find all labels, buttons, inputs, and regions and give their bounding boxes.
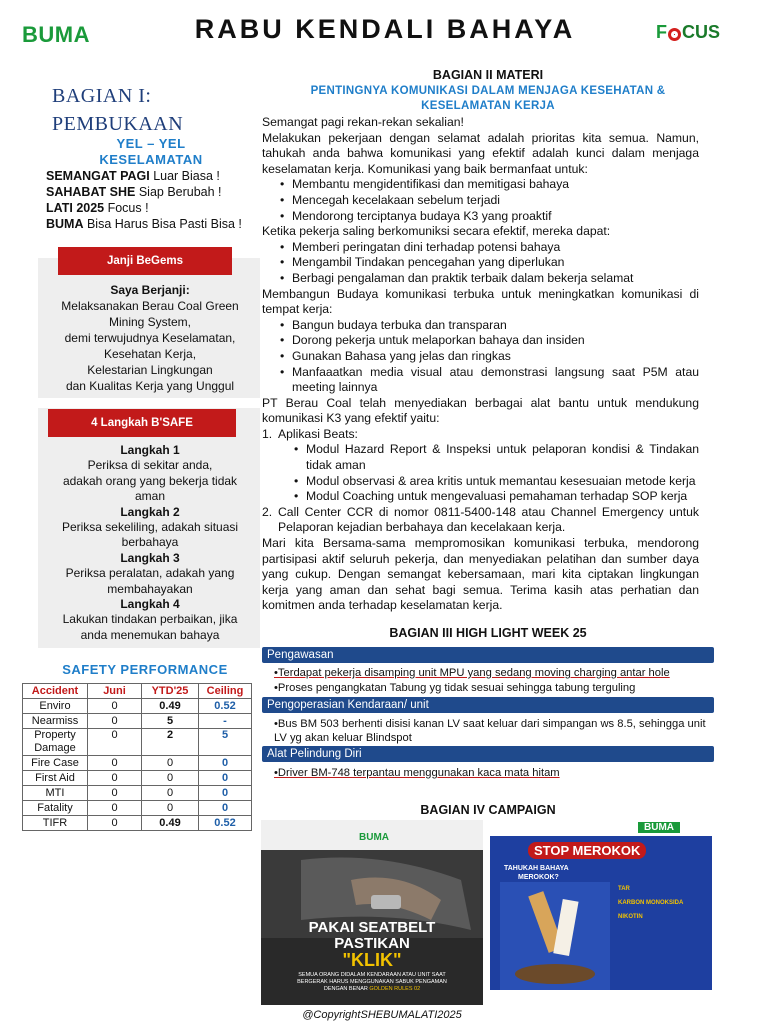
item-number: 2. — [262, 504, 273, 519]
table-cell: 0 — [88, 756, 142, 771]
janji-begems-button: Janji BeGems — [58, 247, 232, 275]
list-item: • Memberi peringatan dini terhadap potensi bahaya — [292, 240, 699, 256]
langkah-line: aman — [134, 489, 166, 504]
highlight-item: •Proses pengangkatan Tabung yg tidak sesuai sehingga tabung terguling — [274, 682, 636, 694]
table-header: Juni — [88, 684, 142, 699]
section-4-title: BAGIAN IV CAMPAIGN — [420, 803, 556, 817]
poster-facts: TAR KARBON MONOKSIDA NIKOTIN — [618, 886, 684, 920]
list-item: • Dorong pekerja untuk melaporkan bahaya dan insiden — [292, 333, 699, 349]
buma-logo: BUMA — [638, 822, 680, 833]
janji-line: dan Kualitas Kerja yang Unggul — [65, 379, 235, 393]
list-item: • Membantu mengidentifikasi dan memitigasi bahaya — [292, 177, 699, 193]
table-cell: MTI — [23, 786, 88, 801]
langkah-title: Langkah 1 — [120, 443, 180, 457]
table-cell: 0 — [88, 771, 142, 786]
table-cell: 0.52 — [199, 699, 252, 714]
yel-title — [46, 136, 256, 168]
highlight-item — [274, 766, 714, 780]
langkah-title: Langkah 4 — [120, 597, 180, 612]
langkah-line: Periksa di sekitar anda, — [87, 458, 213, 473]
table-cell: 0 — [199, 786, 252, 801]
safety-performance-title: SAFETY PERFORMANCE — [62, 662, 228, 677]
list-item: • Gunakan Bahasa yang jelas dan ringkas — [292, 349, 699, 365]
highlight-text: •Terdapat pekerja disamping unit MPU yang sedang moving charging antar hole — [274, 667, 670, 679]
list-item: • Bangun budaya terbuka dan transparan — [292, 318, 699, 334]
table-cell: 0 — [88, 729, 142, 756]
headline-klik: "KLIK" — [342, 950, 402, 970]
highlight-bar-pengawasan: Pengawasan — [262, 647, 714, 663]
paragraph: PT Berau Coal telah menyediakan berbagai alat bantu untuk mendukung komunikasi K3 yang efektif yaitu: — [262, 395, 699, 426]
table-cell: 0 — [199, 801, 252, 816]
table-cell: Fatality — [23, 801, 88, 816]
numbered-item — [262, 426, 699, 505]
item-title: Aplikasi Beats: — [278, 426, 358, 441]
table-cell: 2 — [142, 729, 199, 756]
list-item: • Mengambil Tindakan pencegahan yang diperlukan — [292, 255, 699, 271]
list-item: • Modul observasi & area kritis untuk memantau kesesuaian metode kerja — [306, 474, 699, 490]
table-cell: TIFR — [23, 816, 88, 831]
section-3-title: BAGIAN III HIGH LIGHT WEEK 25 — [389, 626, 587, 640]
janji-line: Mining System, — [108, 315, 192, 329]
table-cell: 0 — [142, 756, 199, 771]
langkah-line: membahayakan — [107, 581, 193, 596]
paragraph: Membangun Budaya komunikasi terbuka untuk meningkatkan komunikasi di tempat kerja: — [262, 286, 699, 317]
highlight-bar-kendaraan: Pengoperasian Kendaraan/ unit — [262, 697, 714, 713]
table-cell: Fire Case — [23, 756, 88, 771]
paragraph: Mari kita Bersama-sama mempromosikan komunikasi terbuka, mendorong partisipasi aktif seluruh pekerja, dan menyediakan pelatihan dan sumber daya yang cukup. Dengan semangat kebersamaan, mari kita ciptakan lingkungan kerja yang aman dan sehat bagi semua. Terima kasih atas perhatian dan komitmen anda terhadap keselamatan kerja. — [262, 536, 699, 613]
motto-list — [46, 168, 242, 232]
buma-logo: BUMA — [359, 832, 389, 843]
janji-line: Melaksanakan Berau Coal Green — [61, 299, 239, 313]
table-row — [23, 786, 252, 801]
motto-line: SEMANGAT PAGI Luar Biasa ! — [46, 169, 220, 183]
janji-line: demi terwujudnya Keselamatan, — [64, 331, 236, 345]
section-1-line2: PEMBUKAAN — [52, 113, 184, 135]
motto-line: BUMA Bisa Harus Bisa Pasti Bisa ! — [46, 217, 242, 231]
poster-caption — [261, 972, 483, 993]
table-cell: - — [199, 714, 252, 729]
table-cell: 0 — [142, 771, 199, 786]
janji-text — [40, 282, 260, 394]
table-cell: 0 — [142, 786, 199, 801]
yel-line1: YEL – YEL — [116, 136, 186, 151]
numbered-item — [262, 504, 699, 536]
table-cell: 0 — [88, 714, 142, 729]
list-item: • Mencegah kecelakaan sebelum terjadi — [292, 193, 699, 209]
caption-line: SEMUA ORANG DIDALAM KENDARAAN ATAU UNIT SAAT — [298, 972, 446, 978]
section-2-subtitle — [262, 84, 714, 114]
langkah-list — [40, 443, 260, 643]
langkah-bsafe-button: 4 Langkah B'SAFE — [48, 409, 236, 437]
poster-headline — [261, 920, 483, 968]
focus-logo-f: F — [656, 22, 667, 42]
headline-line: PASTIKAN — [334, 935, 410, 952]
janji-heading: Saya Berjanji: — [110, 283, 190, 297]
focus-logo-cus: CUS — [682, 22, 721, 42]
subtitle-line: PENTINGNYA KOMUNIKASI DALAM MENJAGA KESEHATAN & — [310, 85, 666, 97]
bullet-list — [262, 318, 699, 396]
highlight-bar-apd: Alat Pelindung Diri — [262, 746, 714, 762]
langkah-line: Periksa sekeliling, adakah situasi — [61, 520, 239, 535]
subtitle-line: KESELAMATAN KERJA — [421, 100, 555, 112]
table-cell: 5 — [199, 729, 252, 756]
table-cell: 0 — [199, 771, 252, 786]
list-item: • Berbagi pengalaman dan praktik terbaik dalam bekerja selamat — [292, 271, 699, 287]
table-cell: 0.49 — [142, 699, 199, 714]
cigarette-illustration — [500, 882, 610, 992]
caption-line: DENGAN BENAR GOLDEN RULES 02 — [323, 986, 421, 992]
highlight-text: •Driver BM-748 terpantau menggunakan kaca mata hitam — [274, 767, 560, 779]
motto-line: LATI 2025 Focus ! — [46, 201, 149, 215]
table-row — [23, 816, 252, 831]
buma-logo: BUMA — [22, 22, 90, 47]
langkah-line: berbahaya — [121, 535, 179, 550]
section-1-line1: BAGIAN I: — [52, 85, 152, 107]
section-1-title — [52, 82, 183, 138]
table-cell: 0 — [88, 816, 142, 831]
table-cell: Enviro — [23, 699, 88, 714]
table-row — [23, 714, 252, 729]
yel-line2: KESELAMATAN — [99, 152, 203, 167]
langkah-title: Langkah 3 — [120, 550, 180, 565]
numbered-list — [262, 427, 699, 536]
crosshair-icon — [668, 28, 681, 41]
table-cell: 0 — [199, 756, 252, 771]
langkah-line: Lakukan tindakan perbaikan, jika — [62, 612, 238, 627]
highlight-item — [274, 666, 714, 680]
langkah-line: adakah orang yang bekerja tidak — [62, 473, 238, 488]
paragraph: Semangat pagi rekan-rekan sekalian! — [262, 115, 464, 129]
poster-title: STOP MEROKOK — [528, 842, 646, 859]
langkah-line: anda menemukan bahaya — [80, 627, 220, 642]
stop-merokok-poster — [490, 820, 712, 1005]
highlight-item: •Bus BM 503 berhenti disisi kanan LV saat keluar dari simpangan ws 8.5, sehingga unit LV yg akan keluar Blindspot — [274, 718, 706, 744]
table-cell: Property Damage — [23, 729, 88, 756]
list-item: • Manfaaatkan media visual atau demonstrasi langsung saat P5M atau meeting lainnya — [292, 365, 699, 396]
poster-footer — [490, 990, 712, 1005]
table-header: YTD'25 — [142, 684, 199, 699]
copyright: @CopyrightSHEBUMALATI2025 — [302, 1009, 462, 1021]
motto-line: SAHABAT SHE Siap Berubah ! — [46, 185, 222, 199]
table-header: Ceiling — [199, 684, 252, 699]
table-cell: 0 — [142, 801, 199, 816]
seatbelt-poster — [261, 820, 483, 1005]
bullet-list — [278, 442, 699, 504]
focus-logo — [656, 22, 720, 43]
table-cell: 0 — [88, 801, 142, 816]
list-item: • Modul Hazard Report & Inspeksi untuk pelaporan kondisi & Tindakan tidak aman — [306, 442, 699, 473]
materi-body — [262, 115, 699, 614]
table-cell: 0.49 — [142, 816, 199, 831]
table-row — [23, 729, 252, 756]
item-text: Call Center CCR di nomor 0811-5400-148 atau Channel Emergency untuk Pelaporan kejadian berbahaya dan kecelakaan kerja. — [278, 504, 699, 535]
janji-line: Kesehatan Kerja, — [103, 347, 197, 361]
table-cell: 0 — [88, 699, 142, 714]
table-row — [23, 771, 252, 786]
bullet-list — [262, 240, 699, 287]
table-row — [23, 699, 252, 714]
table-cell: 0 — [88, 786, 142, 801]
table-cell: 5 — [142, 714, 199, 729]
table-cell: 0.52 — [199, 816, 252, 831]
paragraph: Melakukan pekerjaan dengan selamat adalah prioritas kita semua. Namun, tahukah anda bahwa komunikasi yang efektif adalah kunci dalam menjaga keselamatan kerja. Komunikasi yang baik bermanfaat untuk: — [262, 130, 699, 176]
item-number: 1. — [262, 426, 273, 441]
janji-line: Kelestarian Lingkungan — [87, 363, 213, 377]
bullet-list — [262, 177, 699, 224]
langkah-line: Periksa peralatan, adakah yang — [65, 566, 235, 581]
list-item: • Mendorong terciptanya budaya K3 yang proaktif — [292, 209, 699, 225]
langkah-title: Langkah 2 — [120, 504, 180, 519]
table-row — [23, 756, 252, 771]
paragraph: Ketika pekerja saling berkomuniksi secara efektif, mereka dapat: — [262, 224, 611, 239]
table-header-row — [23, 684, 252, 699]
page-title: RABU KENDALI BAHAYA — [194, 14, 576, 44]
poster-question: TAHUKAH BAHAYA MEROKOK? — [504, 865, 569, 881]
section-2-title: BAGIAN II MATERI — [432, 68, 544, 82]
caption-line: BERGERAK HARUS MENGGUNAKAN SABUK PENGAMAN — [297, 979, 447, 985]
headline-line: PAKAI SEATBELT — [308, 919, 436, 936]
list-item: • Modul Coaching untuk mengevaluasi pemahaman terhadap SOP kerja — [306, 489, 699, 505]
table-cell: Nearmiss — [23, 714, 88, 729]
table-cell: First Aid — [23, 771, 88, 786]
safety-table — [22, 683, 252, 831]
table-row — [23, 801, 252, 816]
table-header: Accident — [23, 684, 88, 699]
